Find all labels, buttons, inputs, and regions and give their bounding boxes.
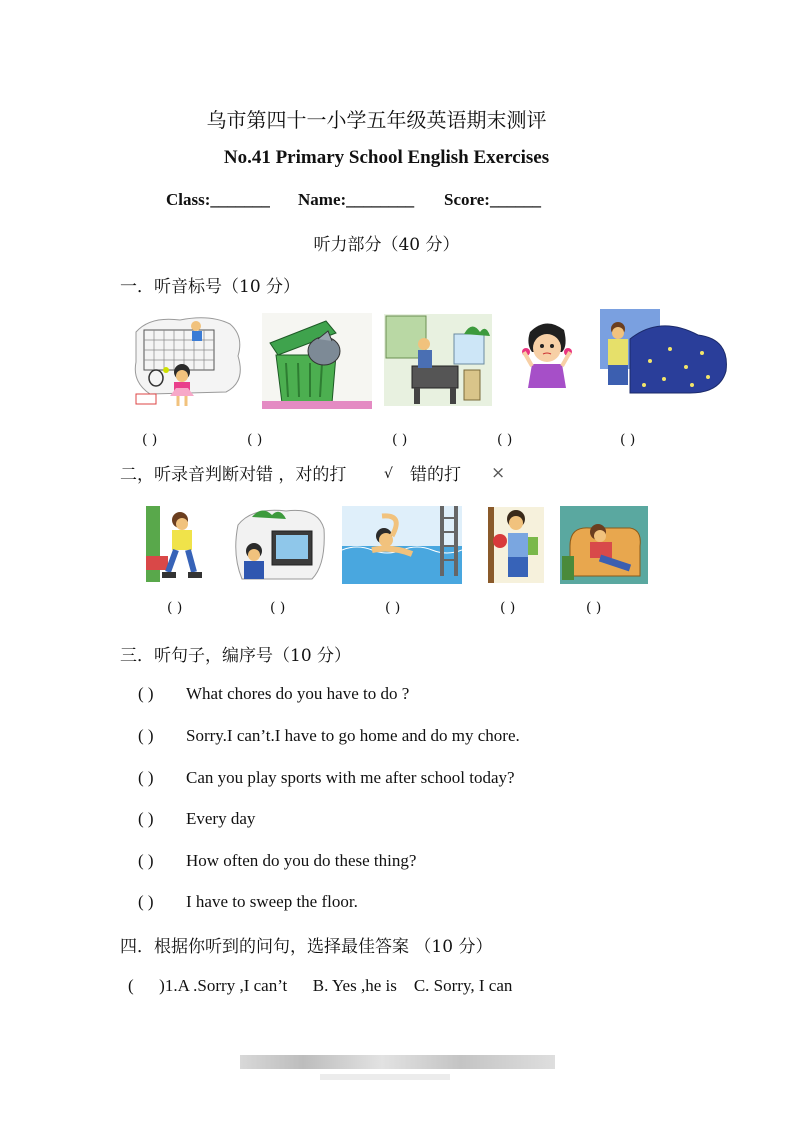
- answer-parenthesis[interactable]: ( ): [138, 809, 154, 828]
- answer-parenthesis[interactable]: ( ): [138, 892, 154, 911]
- check-mark-icon: √: [384, 466, 393, 482]
- blurred-footer-watermark: [240, 1055, 555, 1069]
- section1-heading: 一．听音标号（10 分）: [120, 277, 301, 297]
- kitchen-chores-picture: [384, 314, 492, 406]
- answer-parenthesis[interactable]: ( ): [138, 726, 154, 745]
- score-field: Score:______: [444, 190, 541, 209]
- reading-sofa-picture: [560, 506, 648, 584]
- sentence-text: Sorry.I can’t.I have to go home and do my chore.: [186, 726, 520, 745]
- section2-heading-wrong: 错的打: [410, 465, 461, 485]
- sentence-text: What chores do you have to do ?: [186, 684, 410, 703]
- skating-boy-picture: [146, 506, 210, 582]
- tennis-girl-picture: [130, 312, 246, 410]
- sentence-text: I have to sweep the floor.: [186, 892, 358, 911]
- section2-answer-1[interactable]: ( ): [167, 600, 183, 616]
- sentence-text: Every day: [186, 809, 256, 828]
- section3-item-4: [138, 809, 255, 829]
- listening-part-heading: 听力部分（40 分）: [313, 235, 460, 255]
- answer-parenthesis[interactable]: ( ): [138, 768, 154, 787]
- girl-headache-picture: [512, 316, 582, 390]
- section3-item-1: [138, 684, 409, 704]
- sentence-text: Can you play sports with me after school today?: [186, 768, 515, 787]
- section1-answer-3[interactable]: ( ): [392, 432, 408, 448]
- section3-item-6: [138, 892, 358, 912]
- sentence-text: How often do you do these thing?: [186, 851, 417, 870]
- title-chinese: 乌市第四十一小学五年级英语期末测评: [206, 108, 547, 132]
- cross-mark-icon: ×: [491, 463, 506, 483]
- answer-parenthesis[interactable]: ( ): [138, 851, 154, 870]
- blurred-footer-watermark-line: [320, 1074, 450, 1080]
- title-english: No.41 Primary School English Exercises: [223, 147, 550, 168]
- class-field: Class:_______: [166, 190, 270, 209]
- section1-answer-4[interactable]: ( ): [497, 432, 513, 448]
- make-bed-picture: [600, 309, 732, 397]
- section2-heading: 二，听录音判断对错 ，对的打: [120, 465, 347, 485]
- section2-answer-3[interactable]: ( ): [385, 600, 401, 616]
- section1-answer-2[interactable]: ( ): [247, 432, 263, 448]
- section3-heading: 三．听句子，编序号（10 分）: [120, 646, 352, 666]
- section3-item-3: [138, 768, 515, 788]
- section2-answer-2[interactable]: ( ): [270, 600, 286, 616]
- watching-tv-picture: [232, 505, 326, 583]
- swimming-boy-picture: [342, 506, 462, 584]
- section3-item-2: [138, 726, 520, 746]
- section3-item-5: [138, 851, 416, 871]
- section1-answer-1[interactable]: ( ): [142, 432, 158, 448]
- section2-answer-5[interactable]: ( ): [586, 600, 602, 616]
- section1-answer-5[interactable]: ( ): [620, 432, 636, 448]
- section4-heading: 四．根据你听到的问句，选择最佳答案 （10 分）: [120, 937, 493, 957]
- section2-answer-4[interactable]: ( ): [500, 600, 516, 616]
- section4-question-1: ( )1.A .Sorry ,I can’t B. Yes ,he is C. Sorry, I can: [128, 976, 513, 995]
- ping-pong-boy-picture: [488, 507, 544, 583]
- trash-can-picture: [262, 313, 372, 409]
- name-field: Name:________: [298, 190, 415, 209]
- answer-parenthesis[interactable]: ( ): [138, 684, 154, 703]
